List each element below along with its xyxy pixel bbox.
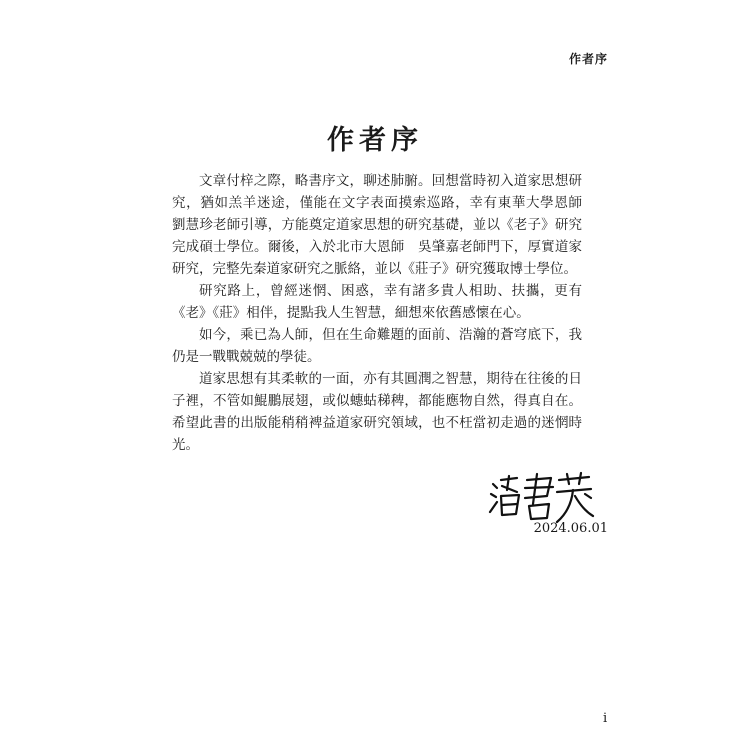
preface-date: 2024.06.01 bbox=[533, 521, 608, 536]
paragraph-3: 如今，乘已為人師，但在生命難題的面前、浩瀚的蒼穹底下，我仍是一戰戰兢兢的學徒。 bbox=[172, 327, 582, 365]
running-header: 作者序 bbox=[568, 52, 608, 66]
page-title: 作者序 bbox=[327, 125, 423, 156]
paragraph-2: 研究路上，曾經迷惘、困惑，幸有諸多貴人相助、扶攜，更有《老》《莊》相伴，提點我人生智慧，細想來依舊感懷在心。 bbox=[172, 283, 582, 321]
preface-body bbox=[172, 170, 596, 456]
page-number: i bbox=[603, 711, 608, 726]
paragraph-1: 文章付梓之際，略書序文，聊述肺腑。回想當時初入道家思想研究，猶如羔羊迷途，僅能在文字表面摸索巡路，幸有東華大學恩師 劉慧珍老師引導，方能奠定道家思想的研究基礎，並以《老子》研究完成碩士學位。爾後，入於北市大恩師 吳肇嘉老師門下，厚實道家研究，完整先秦道家研究之脈絡，並以《莊子》研究獲取博士學位。 bbox=[172, 173, 596, 277]
paragraph-4: 道家思想有其柔軟的一面，亦有其圓潤之智慧，期待在往後的日子裡，不管如鯤鵬展翅，或似蟪蛄稊稗，都能應物自然，得真自在。希望此書的出版能稍稍裨益道家研究領域，也不枉當初走過的迷惘時光。 bbox=[172, 371, 582, 453]
